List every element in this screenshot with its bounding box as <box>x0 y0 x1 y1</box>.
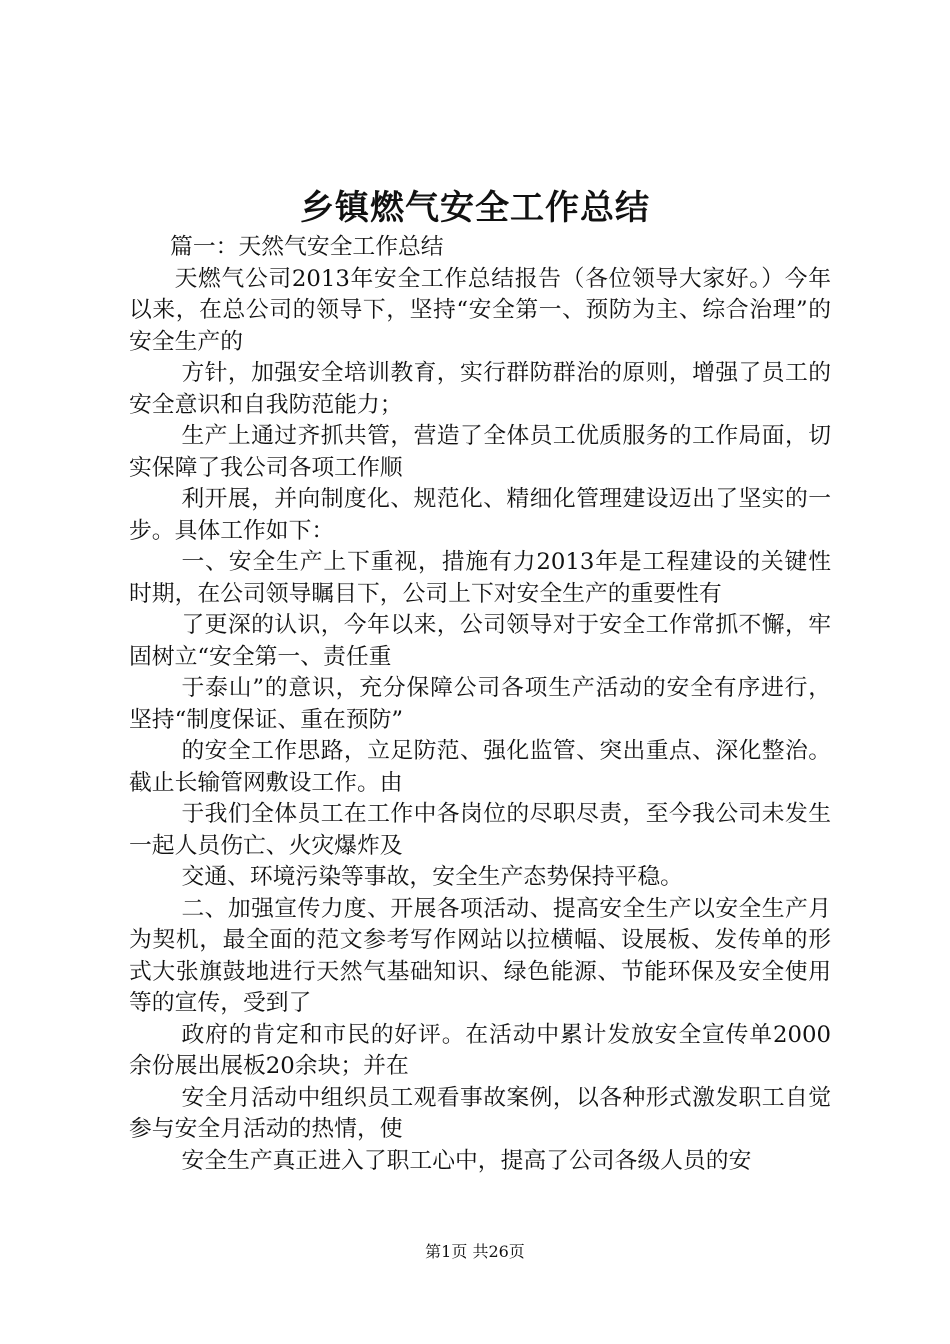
page-footer: 第1页 共26页 <box>425 1242 525 1261</box>
paragraph: 政府的肯定和市民的好评。在活动中累计发放安全宣传单2000余份展出展板20余块；并在 <box>129 1021 831 1079</box>
document-title: 乡镇燃气安全工作总结 <box>300 188 650 228</box>
paragraph: 篇一：天然气安全工作总结 <box>170 234 444 260</box>
paragraph: 二、加强宣传力度、开展各项活动、提高安全生产以安全生产月为契机，最全面的范文参考写作网站以拉横幅、设展板、发传单的形式大张旗鼓地进行天然气基础知识、绿色能源、节能环保及安全使用等的宣传，受到了 <box>129 895 831 1016</box>
paragraph: 方针，加强安全培训教育，实行群防群治的原则，增强了员工的安全意识和自我防范能力； <box>129 360 831 418</box>
paragraph: 一、安全生产上下重视，措施有力2013年是工程建设的关键性时期，在公司领导瞩目下，公司上下对安全生产的重要性有 <box>129 549 831 607</box>
paragraph: 利开展，并向制度化、规范化、精细化管理建设迈出了坚实的一步。具体工作如下： <box>129 486 831 544</box>
document-body <box>129 232 831 1177</box>
paragraph: 的安全工作思路，立足防范、强化监管、突出重点、深化整治。截止长输管网敷设工作。由 <box>129 738 831 796</box>
paragraph: 于我们全体员工在工作中各岗位的尽职尽责，至今我公司未发生一起人员伤亡、火灾爆炸及 <box>129 801 831 859</box>
paragraph: 天燃气公司2013年安全工作总结报告（各位领导大家好。）今年以来，在总公司的领导下，坚持“安全第一、预防为主、综合治理”的安全生产的 <box>129 265 831 355</box>
paragraph: 安全生产真正进入了职工心中，提高了公司各级人员的安 <box>181 1147 752 1174</box>
paragraph: 安全月活动中组织员工观看事故案例，以各种形式激发职工自觉参与安全月活动的热情，使 <box>129 1084 831 1142</box>
paragraph: 交通、环境污染等事故，安全生产态势保持平稳。 <box>181 864 683 890</box>
paragraph: 了更深的认识，今年以来，公司领导对于安全工作常抓不懈，牢固树立“安全第一、责任重 <box>129 612 831 670</box>
paragraph: 于泰山”的意识，充分保障公司各项生产活动的安全有序进行，坚持“制度保证、重在预防” <box>129 675 831 733</box>
paragraph: 生产上通过齐抓共管，营造了全体员工优质服务的工作局面，切实保障了我公司各项工作顺 <box>129 423 831 481</box>
